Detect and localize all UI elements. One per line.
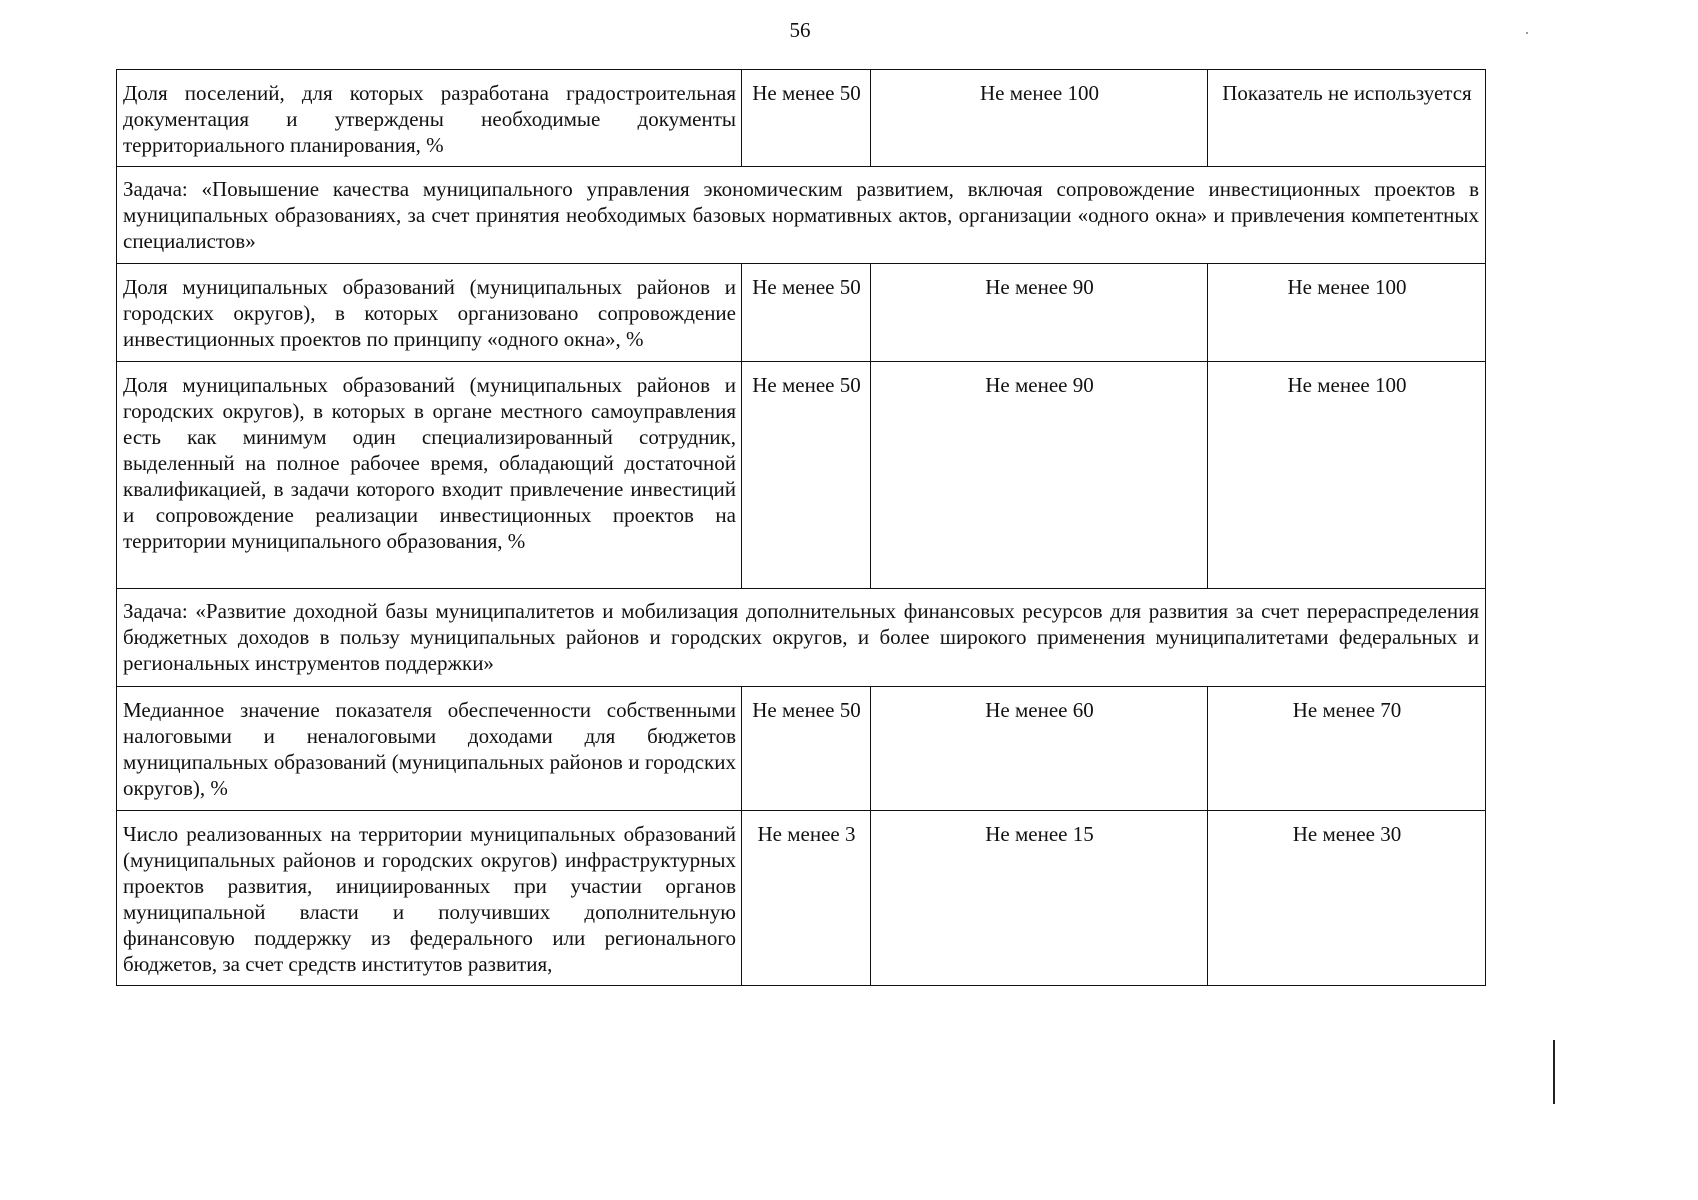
indicator-name: Доля муниципальных образований (муниципальных районов и городских округов), в которых в органе местного самоуправления есть как минимум один специализированный сотрудник, выделенный на полное рабочее время, обладающий достаточной квалификацией, в задачи которого входит привлечение инвестиций и сопровождение реализации инвестиционных проектов на территории муниципального образования, %	[117, 362, 742, 589]
baseline-value: Не менее 50	[742, 687, 871, 811]
final-target-value: Не менее 100	[1208, 264, 1486, 362]
interim-target-value: Не менее 60	[871, 687, 1208, 811]
interim-target-value: Не менее 90	[871, 362, 1208, 589]
indicator-name: Доля поселений, для которых разработана градостроительная документация и утверждены необходимые документы территориального планирования, %	[117, 70, 742, 167]
task-row	[117, 167, 1486, 264]
baseline-value: Не менее 50	[742, 362, 871, 589]
table-row	[117, 811, 1486, 986]
baseline-value: Не менее 50	[742, 70, 871, 167]
indicator-name: Число реализованных на территории муниципальных образований (муниципальных районов и городских округов) инфраструктурных проектов развития, инициированных при участии органов муниципальной власти и получивших дополнительную финансовую поддержку из федерального или регионального бюджетов, за счет средств институтов развития,	[117, 811, 742, 986]
interim-target-value: Не менее 100	[871, 70, 1208, 167]
interim-target-value: Не менее 15	[871, 811, 1208, 986]
indicator-name: Медианное значение показателя обеспеченности собственными налоговыми и неналоговыми доходами для бюджетов муниципальных образований (муниципальных районов и городских округов), %	[117, 687, 742, 811]
scan-edge-mark	[1553, 1040, 1555, 1104]
indicator-name: Доля муниципальных образований (муниципальных районов и городских округов), в которых организовано сопровождение инвестиционных проектов по принципу «одного окна», %	[117, 264, 742, 362]
table-row	[117, 362, 1486, 589]
interim-target-value: Не менее 90	[871, 264, 1208, 362]
final-target-value: Не менее 70	[1208, 687, 1486, 811]
final-target-value: Показатель не используется	[1208, 70, 1486, 167]
indicators-table	[116, 69, 1486, 986]
scan-artifact-dot	[1526, 32, 1528, 34]
table-row	[117, 70, 1486, 167]
table-row	[117, 687, 1486, 811]
task-description: Задача: «Развитие доходной базы муниципалитетов и мобилизация дополнительных финансовых ресурсов для развития за счет перераспределения бюджетных доходов в пользу муниципальных районов и городских округов, и более широкого применения муниципалитетами федеральных и региональных инструментов поддержки»	[117, 589, 1486, 687]
baseline-value: Не менее 3	[742, 811, 871, 986]
task-row	[117, 589, 1486, 687]
baseline-value: Не менее 50	[742, 264, 871, 362]
final-target-value: Не менее 100	[1208, 362, 1486, 589]
page-number: 56	[789, 18, 811, 42]
task-description: Задача: «Повышение качества муниципального управления экономическим развитием, включая сопровождение инвестиционных проектов в муниципальных образованиях, за счет принятия необходимых базовых нормативных актов, организации «одного окна» и привлечения компетентных специалистов»	[117, 167, 1486, 264]
final-target-value: Не менее 30	[1208, 811, 1486, 986]
table-row	[117, 264, 1486, 362]
